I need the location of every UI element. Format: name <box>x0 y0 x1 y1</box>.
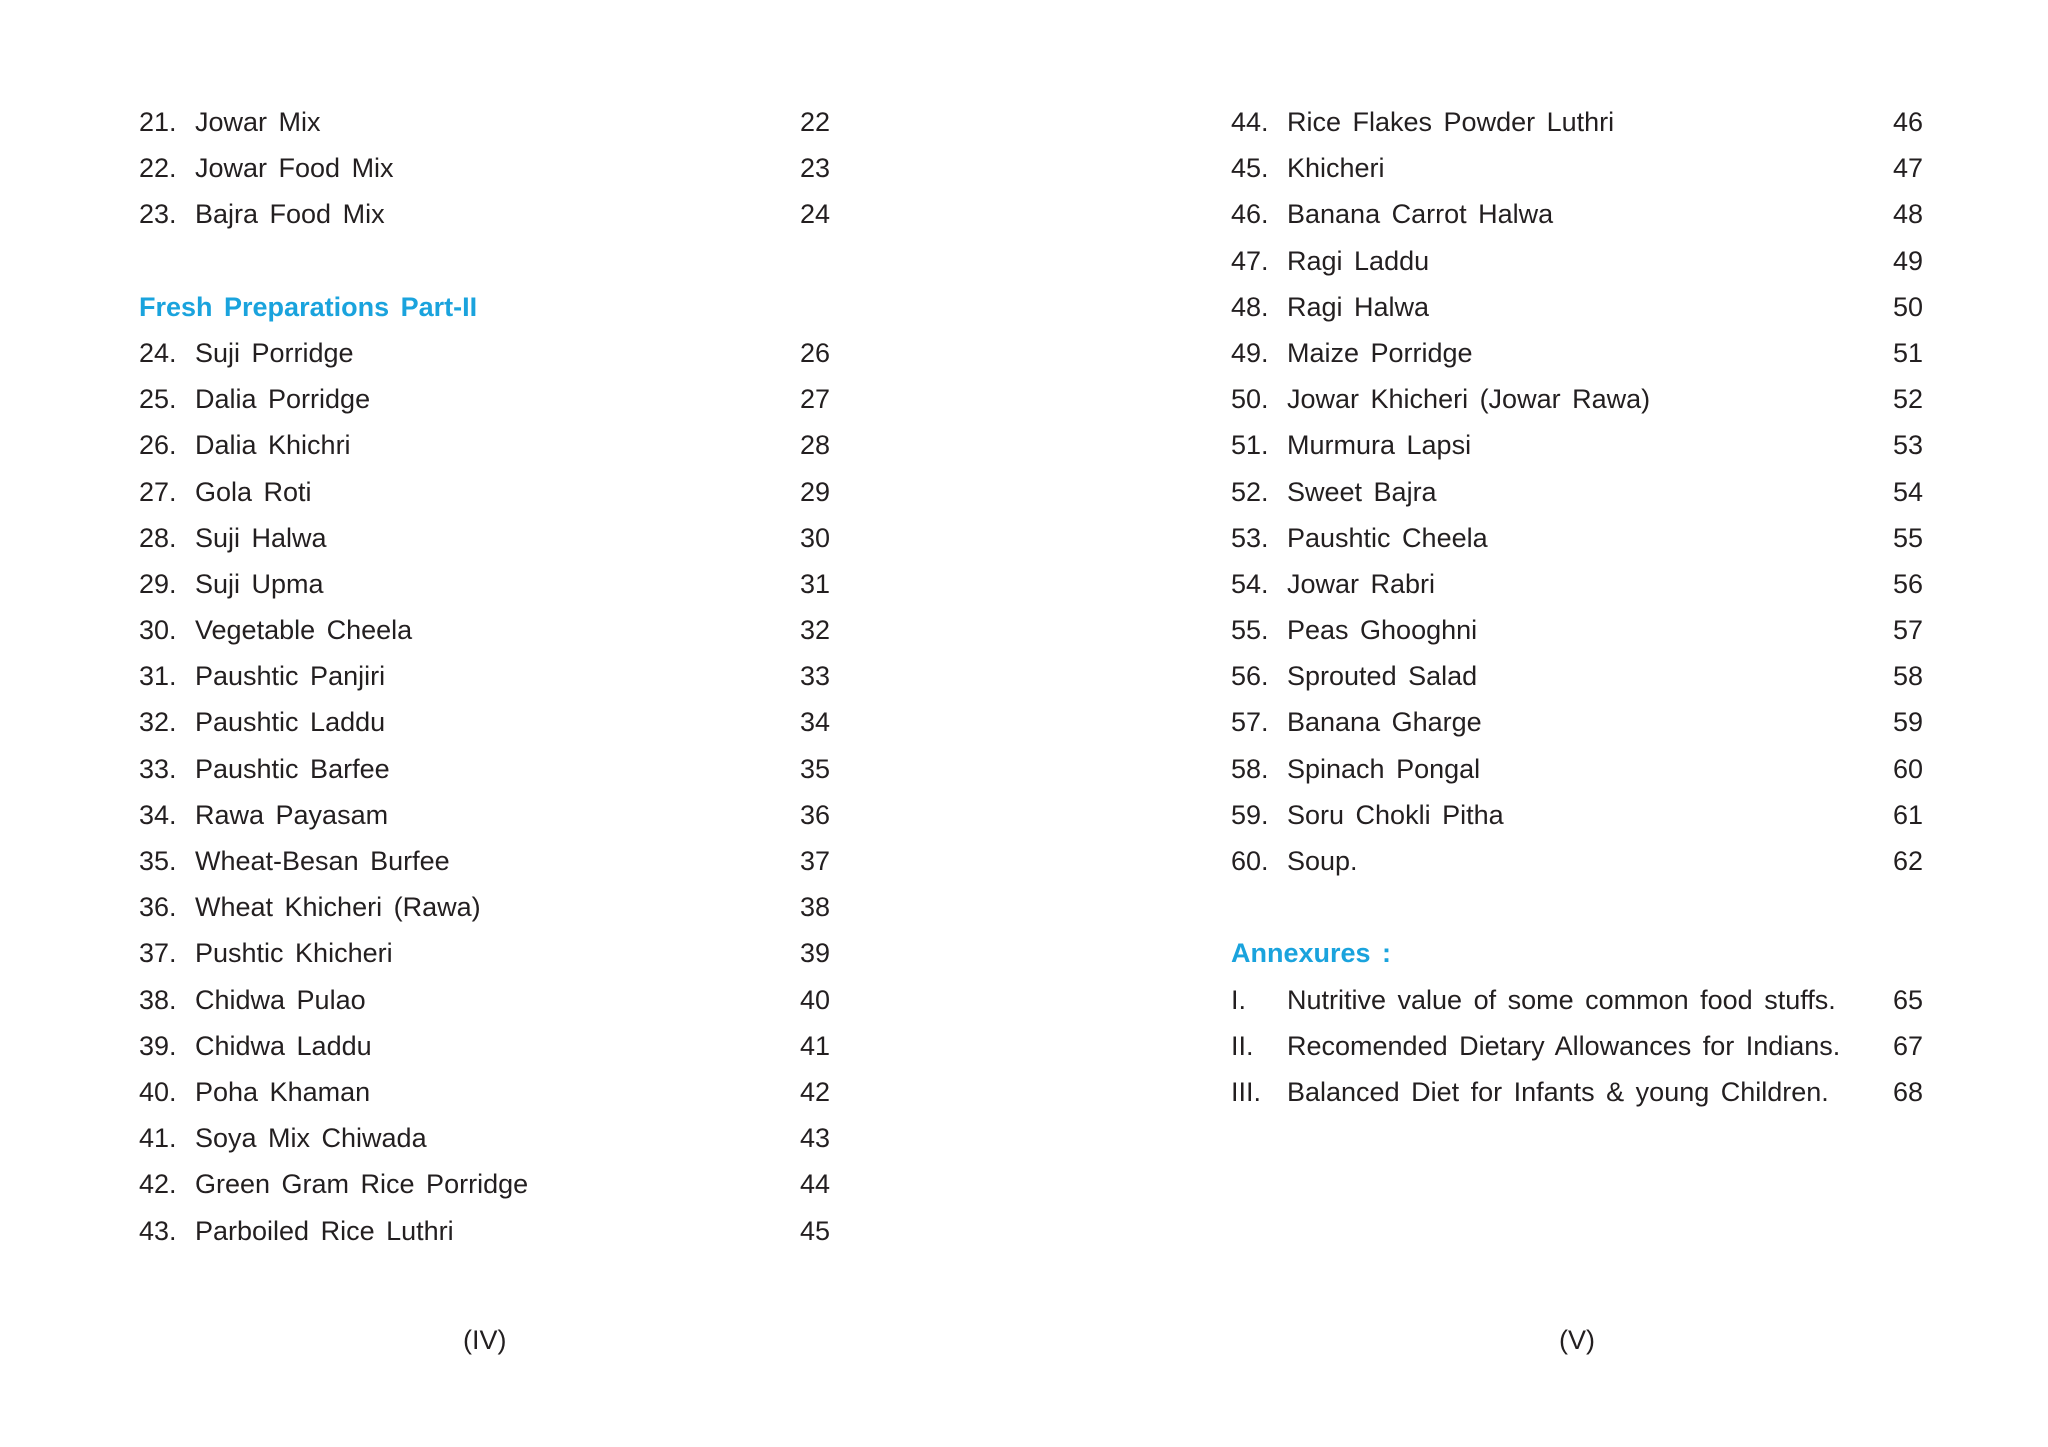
toc-row <box>139 148 839 194</box>
toc-entry-number: 25. <box>139 384 177 415</box>
annexure-row <box>1231 1026 1923 1072</box>
toc-entry-number: 50. <box>1231 384 1269 415</box>
toc-entry-number: 39. <box>139 1030 177 1061</box>
toc-entry-number: 51. <box>1231 430 1269 461</box>
toc-entry-title: Dalia Porridge <box>195 384 371 415</box>
toc-entry-number: 30. <box>139 615 177 646</box>
toc-entry-title: Soup. <box>1287 846 1358 876</box>
annexure-title: Recomended Dietary Allowances for Indians. <box>1287 1030 1841 1061</box>
toc-row <box>1231 841 1923 887</box>
annexure-number: II. <box>1231 1030 1254 1061</box>
toc-entry-title: Suji Upma <box>195 568 324 599</box>
annexure-title: Nutritive value of some common food stuffs. <box>1287 984 1836 1015</box>
right-page <box>1231 102 1923 1118</box>
toc-row <box>139 980 839 1026</box>
toc-row <box>1231 749 1923 795</box>
toc-entry-page: 53 <box>1892 430 1923 461</box>
toc-entry-page: 60 <box>1892 753 1923 784</box>
toc-entry-page: 34 <box>799 707 830 738</box>
toc-row <box>139 564 839 610</box>
toc-entry-number: 55. <box>1231 615 1269 646</box>
toc-entry-title: Sweet Bajra <box>1287 476 1437 507</box>
toc-entry-page: 26 <box>799 337 830 368</box>
section-heading-annexures: Annexures : <box>1231 938 1392 969</box>
toc-entry-title: Soru Chokli Pitha <box>1287 799 1504 830</box>
toc-entry-title: Jowar Khicheri (Jowar Rawa) <box>1287 384 1651 415</box>
left-page <box>139 102 839 1257</box>
toc-entry-number: 57. <box>1231 707 1269 738</box>
toc-entry-page: 39 <box>799 938 830 969</box>
toc-entry-number: 22. <box>139 153 177 184</box>
toc-entry-page: 48 <box>1892 199 1923 230</box>
toc-entry-title: Banana Carrot Halwa <box>1287 199 1554 230</box>
annexure-number: I. <box>1231 984 1247 1015</box>
annexure-page: 67 <box>1892 1030 1923 1061</box>
toc-entry-number: 58. <box>1231 753 1269 784</box>
toc-entry-number: 43. <box>139 1215 177 1246</box>
toc-entry-number: 42. <box>139 1169 177 1200</box>
toc-entry-page: 50 <box>1892 291 1923 322</box>
toc-row <box>139 887 839 933</box>
toc-row <box>139 1211 839 1257</box>
toc-entry-number: 59. <box>1231 799 1269 830</box>
toc-entry-number: 28. <box>139 522 177 553</box>
toc-entry-number: 41. <box>139 1123 177 1154</box>
toc-list-left-a <box>139 102 839 241</box>
toc-entry-title: Poha Khaman <box>195 1076 371 1107</box>
toc-entry-title: Ragi Halwa <box>1287 291 1430 322</box>
toc-row <box>139 933 839 979</box>
toc-row <box>139 102 839 148</box>
toc-row <box>139 333 839 379</box>
toc-entry-page: 33 <box>799 661 830 692</box>
toc-entry-title: Vegetable Cheela <box>195 615 413 646</box>
toc-row <box>1231 795 1923 841</box>
toc-entry-page: 46 <box>1892 107 1923 137</box>
toc-entry-page: 44 <box>799 1169 830 1200</box>
toc-entry-page: 55 <box>1892 522 1923 553</box>
toc-entry-title: Banana Gharge <box>1287 707 1482 738</box>
section-spacer <box>1231 887 1923 933</box>
toc-entry-page: 45 <box>799 1215 830 1246</box>
toc-entry-page: 32 <box>799 615 830 646</box>
toc-row <box>139 194 839 240</box>
toc-row <box>139 518 839 564</box>
toc-entry-title: Chidwa Pulao <box>195 984 366 1015</box>
section-heading-fresh-preparations: Fresh Preparations Part-II <box>139 291 478 322</box>
toc-entry-page: 28 <box>799 430 830 461</box>
toc-entry-number: 47. <box>1231 245 1269 276</box>
toc-entry-title: Peas Ghooghni <box>1287 615 1478 646</box>
toc-entry-page: 31 <box>799 568 830 599</box>
toc-entry-title: Suji Porridge <box>195 337 354 368</box>
toc-entry-title: Bajra Food Mix <box>195 199 385 230</box>
toc-entry-number: 40. <box>139 1076 177 1107</box>
toc-entry-page: 59 <box>1892 707 1923 738</box>
toc-row <box>1231 333 1923 379</box>
toc-entry-page: 49 <box>1892 245 1923 276</box>
toc-entry-number: 21. <box>139 107 177 137</box>
toc-entry-number: 38. <box>139 984 177 1015</box>
toc-entry-number: 27. <box>139 476 177 507</box>
toc-entry-title: Parboiled Rice Luthri <box>195 1215 454 1246</box>
toc-row <box>1231 287 1923 333</box>
toc-entry-number: 60. <box>1231 846 1269 876</box>
toc-entry-title: Paushtic Barfee <box>195 753 390 784</box>
toc-row <box>1231 656 1923 702</box>
page-number-right: (V) <box>1559 1325 1595 1355</box>
toc-entry-page: 57 <box>1892 615 1923 646</box>
toc-row <box>139 795 839 841</box>
toc-row <box>139 702 839 748</box>
toc-entry-title: Rice Flakes Powder Luthri <box>1287 107 1615 137</box>
toc-row <box>139 425 839 471</box>
toc-entry-number: 26. <box>139 430 177 461</box>
toc-entry-page: 41 <box>799 1030 830 1061</box>
toc-row <box>1231 472 1923 518</box>
toc-entry-page: 37 <box>799 846 830 876</box>
toc-row <box>1231 379 1923 425</box>
toc-row <box>1231 425 1923 471</box>
annexure-row <box>1231 980 1923 1026</box>
toc-entry-number: 37. <box>139 938 177 969</box>
toc-row <box>139 610 839 656</box>
toc-entry-page: 61 <box>1892 799 1923 830</box>
toc-entry-title: Chidwa Laddu <box>195 1030 372 1061</box>
toc-entry-number: 23. <box>139 199 177 230</box>
toc-entry-title: Jowar Rabri <box>1287 568 1436 599</box>
toc-entry-title: Green Gram Rice Porridge <box>195 1169 529 1200</box>
annexure-page: 65 <box>1892 984 1923 1015</box>
toc-row <box>1231 102 1923 148</box>
toc-list-right <box>1231 102 1923 887</box>
toc-entry-number: 48. <box>1231 291 1269 322</box>
toc-entry-title: Wheat Khicheri (Rawa) <box>195 892 481 923</box>
toc-entry-number: 36. <box>139 892 177 923</box>
toc-entry-title: Jowar Mix <box>195 107 321 137</box>
toc-entry-number: 33. <box>139 753 177 784</box>
toc-entry-page: 52 <box>1892 384 1923 415</box>
toc-entry-title: Paushtic Cheela <box>1287 522 1488 553</box>
toc-entry-number: 49. <box>1231 337 1269 368</box>
toc-entry-number: 31. <box>139 661 177 692</box>
toc-entry-page: 30 <box>799 522 830 553</box>
toc-row <box>1231 241 1923 287</box>
annexure-title: Balanced Diet for Infants & young Children. <box>1287 1076 1829 1107</box>
toc-entry-page: 23 <box>799 153 830 184</box>
toc-entry-title: Suji Halwa <box>195 522 327 553</box>
toc-entry-number: 45. <box>1231 153 1269 184</box>
toc-row <box>1231 148 1923 194</box>
toc-row <box>1231 702 1923 748</box>
toc-entry-page: 40 <box>799 984 830 1015</box>
toc-entry-title: Spinach Pongal <box>1287 753 1481 784</box>
annexure-number: III. <box>1231 1076 1262 1107</box>
toc-entry-title: Paushtic Laddu <box>195 707 386 738</box>
toc-entry-number: 56. <box>1231 661 1269 692</box>
toc-row <box>139 379 839 425</box>
toc-entry-title: Dalia Khichri <box>195 430 351 461</box>
toc-row <box>139 841 839 887</box>
toc-row <box>139 1118 839 1164</box>
toc-entry-title: Murmura Lapsi <box>1287 430 1472 461</box>
toc-entry-page: 42 <box>799 1076 830 1107</box>
toc-entry-page: 27 <box>799 384 830 415</box>
toc-entry-title: Soya Mix Chiwada <box>195 1123 427 1154</box>
toc-entry-title: Paushtic Panjiri <box>195 661 386 692</box>
toc-row <box>1231 610 1923 656</box>
toc-entry-number: 29. <box>139 568 177 599</box>
toc-entry-page: 58 <box>1892 661 1923 692</box>
toc-row <box>139 472 839 518</box>
toc-entry-page: 47 <box>1892 153 1923 184</box>
toc-entry-title: Gola Roti <box>195 476 312 507</box>
toc-entry-number: 46. <box>1231 199 1269 230</box>
toc-entry-page: 35 <box>799 753 830 784</box>
toc-entry-title: Jowar Food Mix <box>195 153 394 184</box>
toc-entry-number: 54. <box>1231 568 1269 599</box>
toc-entry-page: 54 <box>1892 476 1923 507</box>
toc-list-left-b <box>139 333 839 1257</box>
toc-entry-page: 29 <box>799 476 830 507</box>
toc-row <box>139 1164 839 1210</box>
toc-row <box>1231 194 1923 240</box>
toc-entry-number: 35. <box>139 846 177 876</box>
toc-entry-title: Sprouted Salad <box>1287 661 1478 692</box>
toc-entry-page: 22 <box>799 107 830 137</box>
toc-entry-number: 44. <box>1231 107 1269 137</box>
toc-entry-title: Ragi Laddu <box>1287 245 1430 276</box>
annexure-page: 68 <box>1892 1076 1923 1107</box>
toc-entry-number: 24. <box>139 337 177 368</box>
section-spacer <box>139 241 839 287</box>
toc-row <box>139 1026 839 1072</box>
toc-entry-number: 52. <box>1231 476 1269 507</box>
toc-entry-number: 53. <box>1231 522 1269 553</box>
toc-entry-title: Maize Porridge <box>1287 337 1473 368</box>
toc-entry-title: Wheat-Besan Burfee <box>195 846 450 876</box>
toc-entry-page: 56 <box>1892 568 1923 599</box>
toc-entry-title: Pushtic Khicheri <box>195 938 393 969</box>
toc-row <box>1231 564 1923 610</box>
toc-row <box>139 656 839 702</box>
toc-entry-page: 62 <box>1892 846 1923 876</box>
toc-entry-page: 38 <box>799 892 830 923</box>
toc-entry-page: 24 <box>799 199 830 230</box>
toc-row <box>1231 518 1923 564</box>
toc-row <box>139 1072 839 1118</box>
toc-entry-number: 34. <box>139 799 177 830</box>
annexure-row <box>1231 1072 1923 1118</box>
page-number-left: (IV) <box>463 1325 507 1355</box>
toc-entry-page: 43 <box>799 1123 830 1154</box>
annexure-list <box>1231 980 1923 1119</box>
toc-entry-title: Rawa Payasam <box>195 799 389 830</box>
toc-entry-number: 32. <box>139 707 177 738</box>
toc-entry-title: Khicheri <box>1287 153 1385 184</box>
toc-entry-page: 36 <box>799 799 830 830</box>
toc-row <box>139 749 839 795</box>
toc-entry-page: 51 <box>1892 337 1923 368</box>
